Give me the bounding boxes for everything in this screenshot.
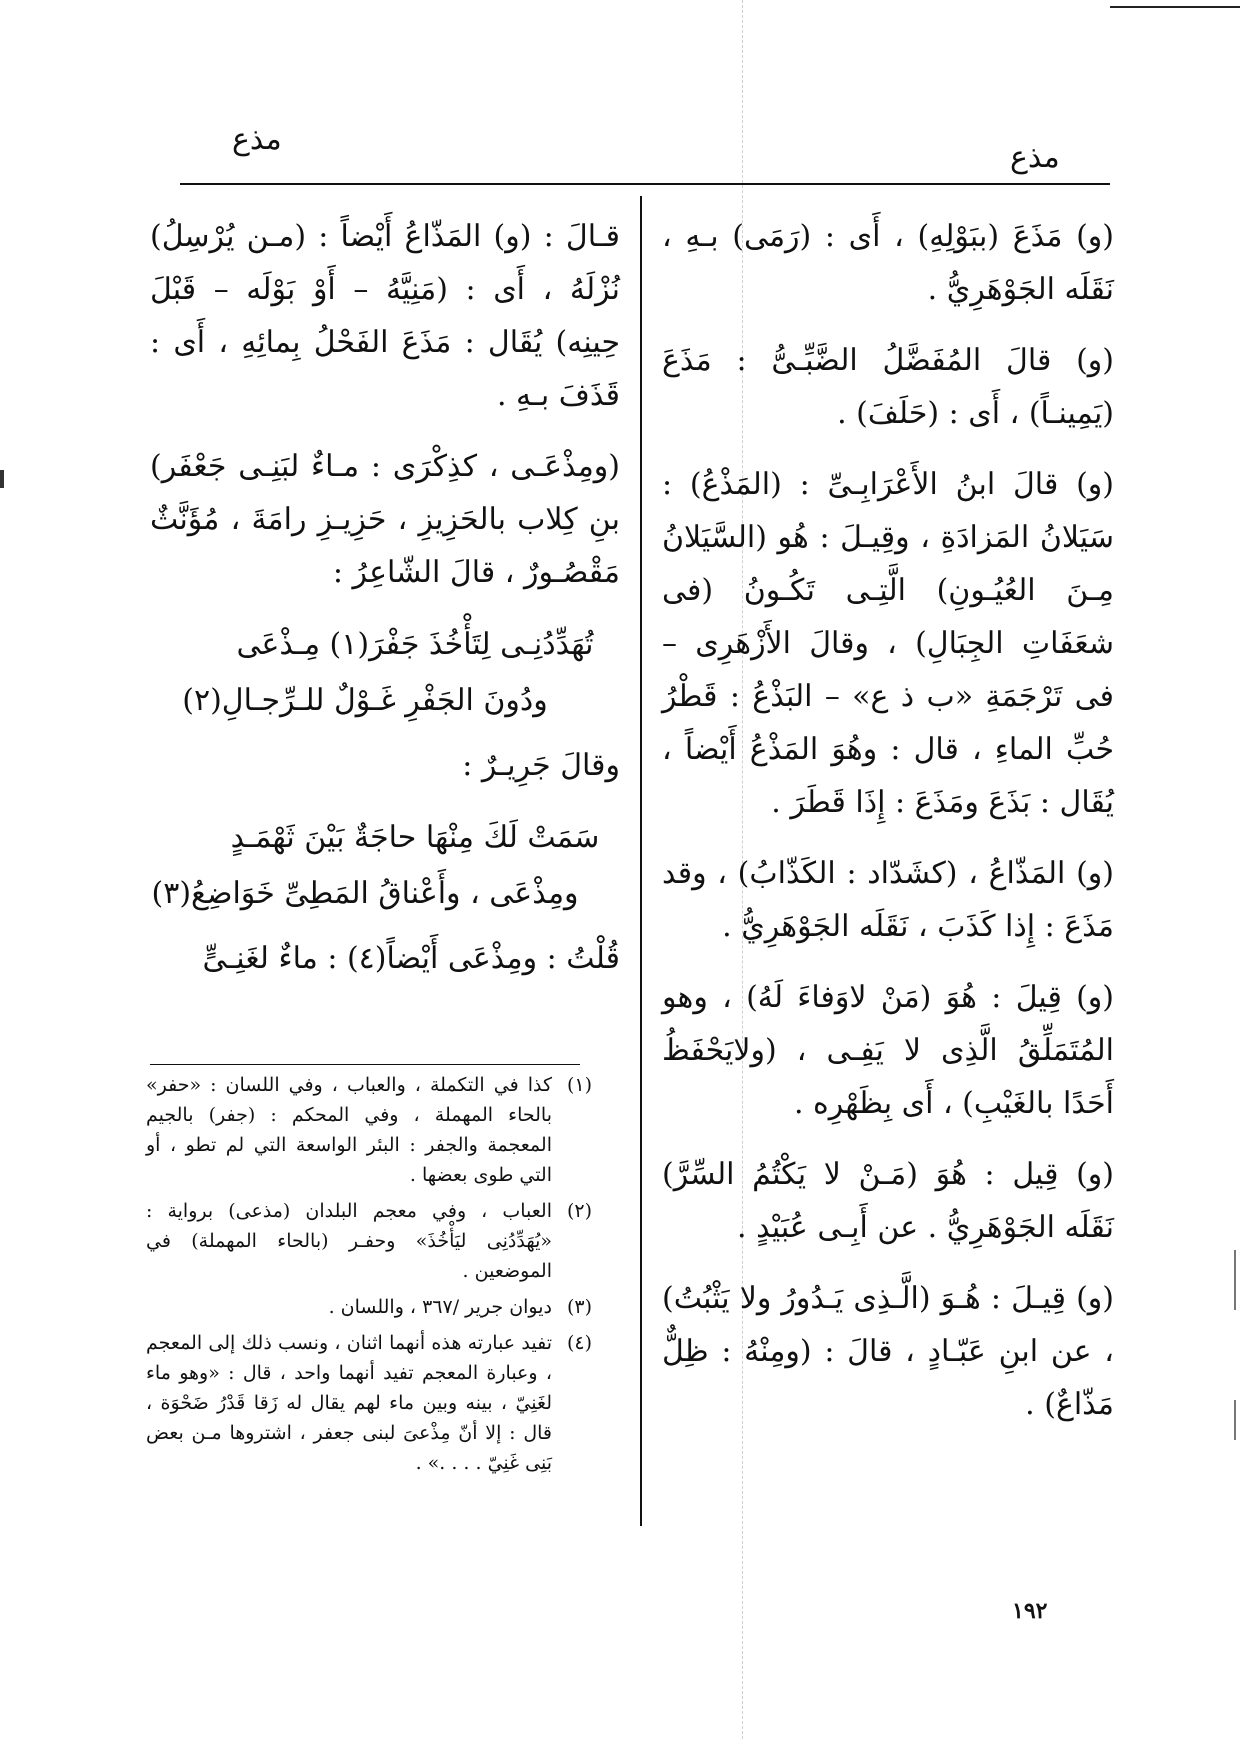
entry-paragraph: وقالَ جَرِيـرٌ :: [462, 748, 620, 783]
verse-line: تُهَدِّدُنِـى لِتَأْخُذَ جَفْرَ(١) مِـذْعَى: [236, 627, 594, 662]
footnote-number: (٣): [566, 1296, 592, 1318]
entry-paragraph: (و) المَذّاعُ ، (كشَدّاد : الكَذّابُ) ، وقد مَذَعَ : إِذا كَذَبَ ، نَقَلَه الجَوْهَرِيُّ .: [662, 856, 1114, 944]
entry-paragraph: (و) قِيـلَ : هُـوَ (الَّـذِى يَـدُورُ ولا يَثْبُتُ) ، عن ابنِ عَبّـادٍ ، قالَ : (ومِنْهُ : ظِلٌّ مَذّاعٌ) .: [662, 1281, 1114, 1422]
verse-line: ومِذْعَى ، وأَعْناقُ المَطِىِّ خَوَاضِعُ(٣): [151, 876, 579, 911]
header-rule: [180, 183, 1110, 185]
footnote-number: (١): [566, 1074, 592, 1096]
running-head-left: مذع: [232, 122, 282, 157]
running-head-right: مذع: [1010, 140, 1060, 175]
verse-line: ودُونَ الجَفْرِ غَـوْلٌ للـرِّجـالِ(٢): [182, 683, 548, 718]
footnote: [146, 1328, 592, 1478]
footnote: [146, 1292, 592, 1322]
entry-paragraph: (و) قِيل : هُوَ (مَـنْ لا يَكْتُمُ السِّرَّ) نَقَلَه الجَوْهَرِيُّ . عن أَبِـى عُبَيْدٍ .: [662, 1157, 1114, 1245]
footnotes: [146, 1070, 592, 1484]
footnote-text: كذا في التكملة ، والعباب ، وفي اللسان : «حفر» بالحاء المهملة ، وفي المحكم : (جفر) بالجيم المعجمة والجفر : البئر الواسعة التي لم تطو ، أو التي طوى بعضها .: [146, 1074, 552, 1186]
left-column: [150, 210, 620, 1003]
entry-paragraph: قـالَ : (و) المَذّاعُ أَيْضاً : (مـن يُرْسِلُ) نُزْلَهُ ، أَى : (مَنِيَّهُ – أَوْ بَوْلَه – قَبْلَ حِينِه) يُقَال : مَذَعَ الفَحْلُ بِمائِهِ ، أَى : قَذَفَ بـهِ .: [150, 219, 620, 413]
footnote-number: (٤): [566, 1332, 592, 1354]
footnote: [146, 1070, 592, 1190]
entry-paragraph: (ومِذْعَـى ، كذِكْرَى : مـاءٌ لبَنِـى جَعْفَر) بنِ كِلاب بالحَزِيزِ ، حَزِيـزِ رامَةَ ، مُؤَنَّثٌ مَقْصُـورٌ ، قالَ الشّاعِرُ :: [150, 449, 620, 590]
footnote: [146, 1196, 592, 1286]
page-edge-rule: [1110, 6, 1240, 8]
verse-line: سَمَتْ لَكَ مِنْهَا حاجَةٌ بَيْنَ ثَهْمَـدٍ: [230, 820, 600, 855]
entry-paragraph: (و) مَذَعَ (ببَوْلِهِ) ، أَى : (رَمَى) بـهِ ، نَقَلَه الجَوْهَرِيُّ .: [662, 219, 1114, 307]
footnote-number: (٢): [566, 1200, 592, 1222]
footnote-text: تفيد عبارته هذه أنهما اثنان ، ونسب ذلك إلى المعجم ، وعبارة المعجم تفيد أنهما واحد ، قال : «وهو ماء لغَنِيّ ، بينه وبين ماء لهم يقال له زَقا قَدْرُ ضَحْوَة ، قال : إلا أنّ مِذْعىَ لبنى جعفر ، اشتروها مـن بعض بَنِى غَنِيّ . . . .» .: [146, 1332, 552, 1474]
scan-edge-mark: [1234, 1250, 1236, 1310]
right-column: [662, 210, 1114, 1449]
entry-paragraph: (و) قِيلَ : هُوَ (مَنْ لاوَفاءَ لَهُ) ، وهو المُتَمَلِّقُ الَّذِى لا يَفِـى ، (ولايَحْفَظُ أَحَدًا بالغَيْبِ) ، أَى بِظَهْرِه .: [662, 980, 1114, 1121]
scan-edge-mark: [0, 470, 4, 488]
entry-paragraph: (و) قالَ ابنُ الأَعْرَابِـىِّ : (المَذْعُ) : سَيَلانُ المَزادَةِ ، وقِيـلَ : هُو (السَّيَلانُ مِـنَ العُيُـونِ) الَّتِـى تَكُـونُ (فى شعَفَاتِ الجِبَالِ) ، وقالَ الأَزْهَرِى – فى تَرْجَمَةِ «ب ذ ع» – البَذْعُ : قَطْرُ حُبِّ الماءِ ، قال : وهُوَ المَذْعُ أَيْضاً ، يُقَال : بَذَعَ ومَذَعَ : إِذَا قَطَرَ .: [662, 467, 1114, 820]
column-divider: [640, 196, 642, 1526]
scan-edge-mark: [1234, 1400, 1236, 1440]
entry-paragraph: (و) قالَ المُفَضَّلُ الضَّبِّـىُّ : مَذَعَ (يَمِينـاً) ، أَى : (حَلَفَ) .: [662, 343, 1114, 431]
entry-paragraph: قُلْتُ : ومِذْعَى أَيْضاً(٤) : ماءٌ لغَنِـىٍّ: [202, 941, 620, 976]
footnote-rule: [150, 1064, 580, 1065]
footnote-text: العباب ، وفي معجم البلدان (مذعى) برواية : «يُهَدِّدُنِى ليَأْخُذَ» وحفـر (بالحاء المهملة) في الموضعين .: [146, 1200, 552, 1282]
page-number: ١٩٢: [1012, 1598, 1048, 1624]
footnote-text: ديوان جرير /٣٦٧ ، واللسان .: [328, 1296, 552, 1318]
